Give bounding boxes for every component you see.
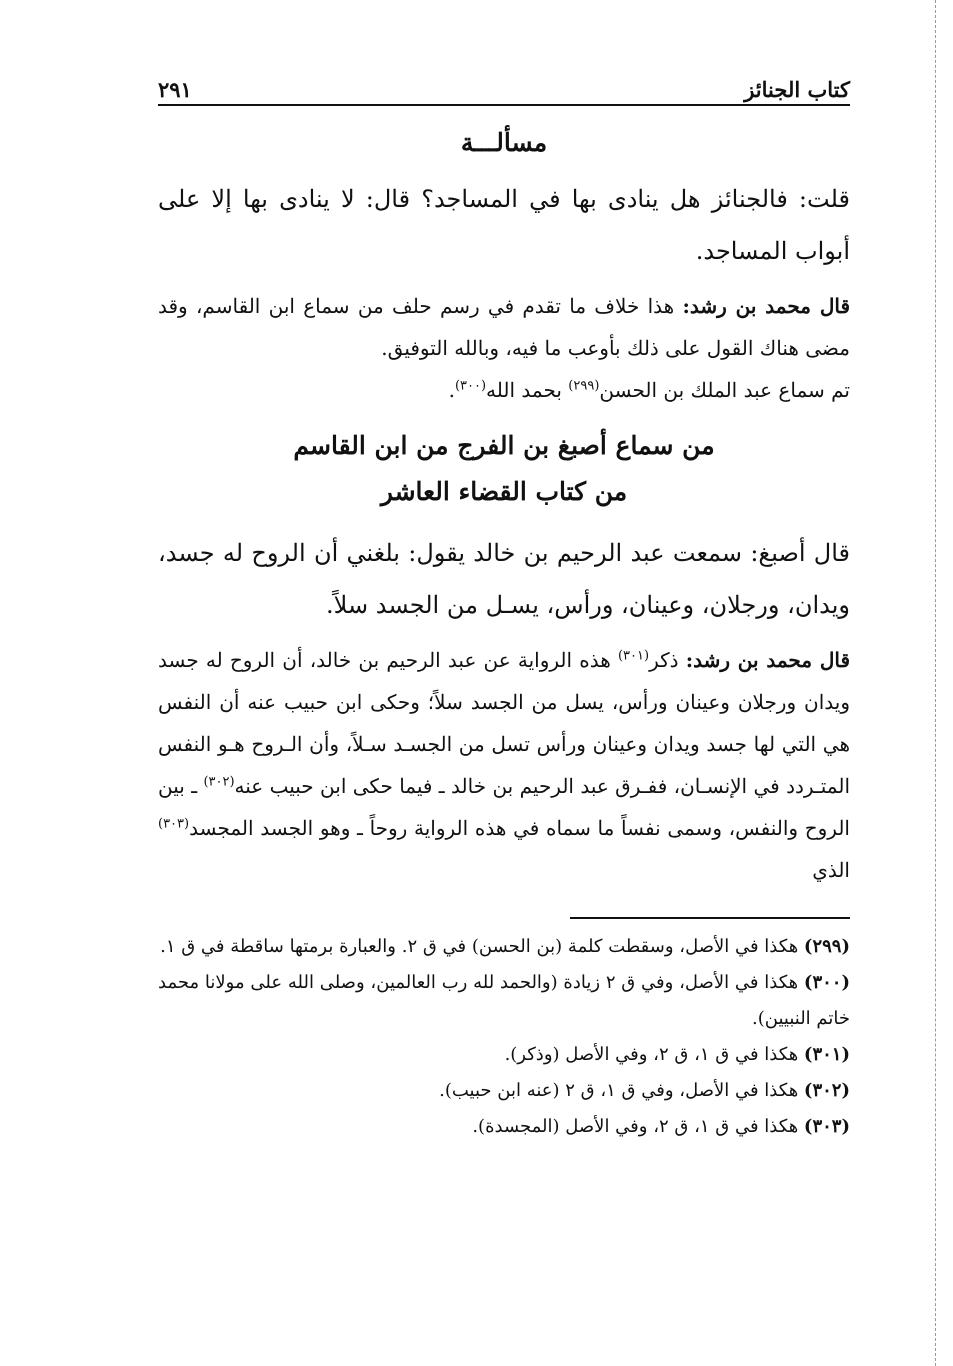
commentary-text: الذي xyxy=(812,858,850,882)
footnote-number: (٣٠٢) xyxy=(803,1080,850,1101)
page-number: ٢٩١ xyxy=(158,77,192,102)
commentary-text: هذه الرواية عن عبد الرحيم بن خالد، أن الروح له جسد ويدان ورجلان وعينان ورأس، يسل من الجسد سلاً؛ وحكى ابن حبيب عنه أن النفس هي التي لها جسد ويدان وعينان ورأس تسل من الجسـد سـلاً، وأن الـروح هـو النفس المتـردد في الإنسـان، ففـرق عبد الرحيم بن خالد ـ فيما حكى ابن حبيب عنه xyxy=(158,648,851,798)
footnote xyxy=(158,1073,850,1109)
footnote-ref[interactable]: (٣٠٠) xyxy=(454,378,487,394)
footnote-number: (٣٠١) xyxy=(803,1044,850,1065)
footnote-ref[interactable]: (٢٩٩) xyxy=(568,378,600,394)
speaker-label: قال محمد بن رشد: xyxy=(685,648,851,672)
footnote-divider xyxy=(570,917,850,919)
paragraph-commentary-2 xyxy=(158,639,850,891)
footnote-number: (٣٠٠) xyxy=(803,972,850,993)
footnote-text: هكذا في الأصل، وفي ق ٢ زيادة (والحمد لله رب العالمين، وصلى الله على مولانا محمد خاتم النبيين). xyxy=(158,972,850,1029)
closing-end: . xyxy=(448,378,455,402)
chapter-title xyxy=(158,423,850,515)
footnote-number: (٢٩٩) xyxy=(803,936,850,957)
commentary-text: ذكر xyxy=(649,648,679,672)
footnote-ref[interactable]: (٣٠٣) xyxy=(158,816,190,832)
footnote xyxy=(158,929,850,965)
footnote-ref[interactable]: (٣٠١) xyxy=(617,648,650,664)
running-head-title: كتاب الجنائز xyxy=(744,77,850,102)
paragraph-asbagh: قال أصبغ: سمعت عبد الرحيم بن خالد يقول: بلغني أن الروح له جسد، ويدان، ورجلان، وعينان، ورأس، يسـل من الجسد سلاً. xyxy=(158,539,850,619)
footnote-text: هكذا في ق ١، ق ٢، وفي الأصل (المجسدة). xyxy=(472,1116,799,1137)
section-title: مسألـــة xyxy=(460,128,548,157)
closing-text-b: بحمد الله xyxy=(486,378,562,402)
running-head xyxy=(158,62,850,106)
paragraph-commentary-1 xyxy=(158,285,850,411)
footnote-text: هكذا في الأصل، وسقطت كلمة (بن الحسن) في ق ٢. والعبارة برمتها ساقطة في ق ١. xyxy=(160,936,799,957)
footnote-ref[interactable]: (٣٠٢) xyxy=(203,774,235,790)
footnote xyxy=(158,1109,850,1145)
chapter-title-line1: من سماع أصبغ بن الفرج من ابن القاسم xyxy=(293,431,715,460)
closing-text-a: تم سماع عبد الملك بن الحسن xyxy=(599,378,850,402)
book-page xyxy=(158,62,850,1145)
paragraph-question: قلت: فالجنائز هل ينادى بها في المساجد؟ قال: لا ينادى بها إلا على أبواب المساجد. xyxy=(158,185,850,265)
footnotes xyxy=(158,929,850,1145)
footnote xyxy=(158,1037,850,1073)
footnote-number: (٣٠٣) xyxy=(803,1116,850,1137)
commentary-text: ـ بين الروح والنفس، وسمى نفساً ما سماه في هذه الرواية روحاً ـ وهو الجسد المجسد xyxy=(158,774,850,840)
speaker-label: قال محمد بن رشد: xyxy=(682,294,851,318)
footnote-text: هكذا في الأصل، وفي ق ١، ق ٢ (عنه ابن حبيب). xyxy=(439,1080,799,1101)
commentary-text: هذا خلاف ما تقدم في رسم حلف من سماع ابن القاسم، وقد مضى هناك القول على ذلك بأوعب ما فيه، وبالله التوفيق. xyxy=(158,294,850,360)
footnote xyxy=(158,965,850,1037)
chapter-title-line2: من كتاب القضاء العاشر xyxy=(380,477,628,506)
page-edge-line xyxy=(935,0,936,1366)
footnote-text: هكذا في ق ١، ق ٢، وفي الأصل (وذكر). xyxy=(504,1044,799,1065)
